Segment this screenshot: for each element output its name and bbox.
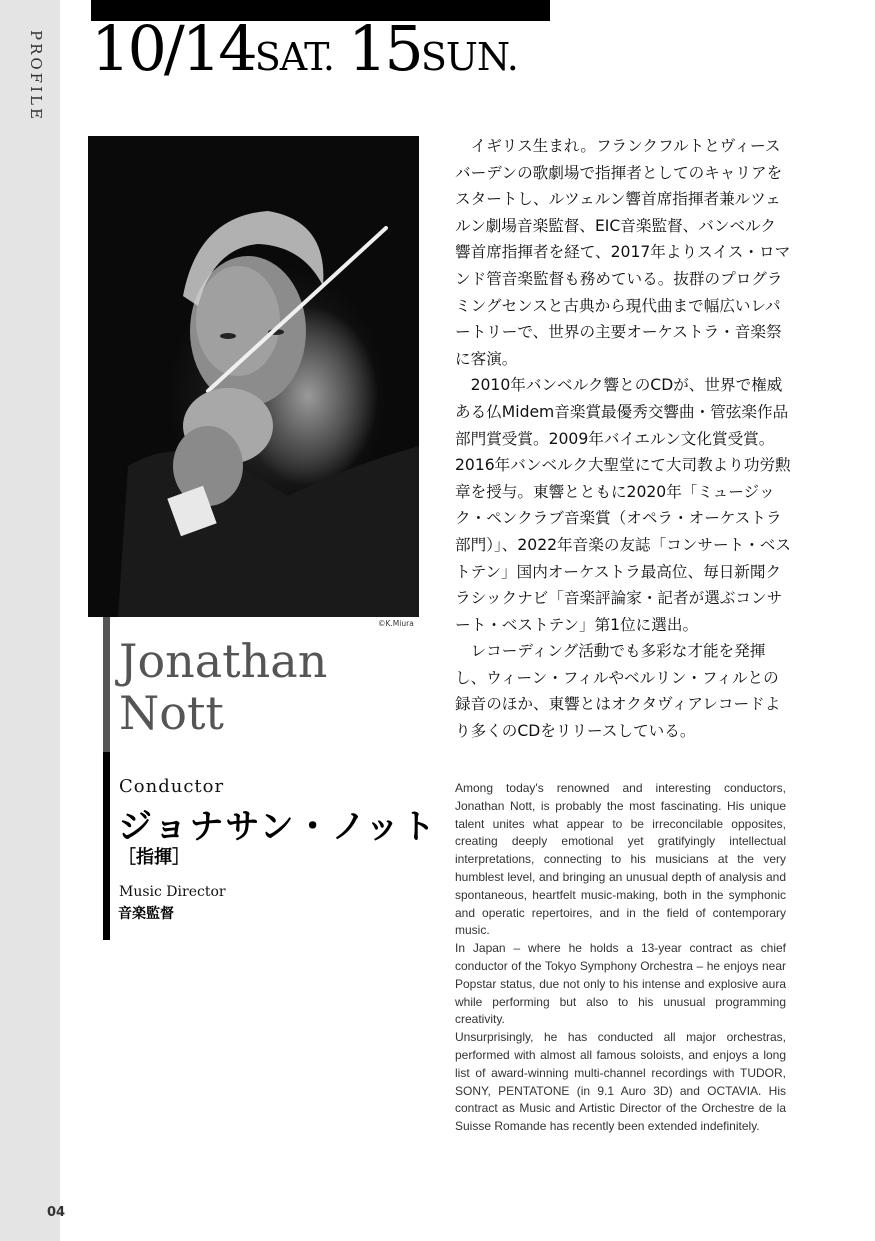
bio-ja-paragraph: 2010年バンベルク響とのCDが、世界で権威ある仏Midem音楽賞最優秀交響曲・管弦楽作品部門賞受賞。2009年バイエルン文化賞受賞。2016年バンベルク大聖堂にて大司教より功労勲章を授与。東響とともに2020年「ミュージック・ペンクラブ音楽賞（オペラ・オーケストラ部門）」、2022年音楽の友誌「コンサート・ベストテン」国内オーケストラ最高位、毎日新聞クラシックナビ「音楽評論家・記者が選ぶコンサート・ベストテン」第1位に選出。 [455, 376, 791, 634]
conductor-name-japanese: ジョナサン・ノット [118, 807, 438, 847]
accent-line-black [103, 752, 110, 940]
biography-english [455, 780, 786, 1136]
bio-ja-paragraph: レコーディング活動でも多彩な才能を発揮し、ウィーン・フィルやベルリン・フィルとの録音のほか、東響とはオクタヴィアレコードより多くのCDをリリースしている。 [455, 642, 781, 741]
bio-en-paragraph: Among today's renowned and interesting conductors, Jonathan Nott, is probably the most fascinating. His unique talent unites what appear to be irreconcilable opposites, creating deeply emotional yet gratifyingly intellectual interpretations, connecting to his musicians at the very humblest level, and bringing an unusual depth of analysis and spontaneous, heartfelt music-making, both in the symphonic and operatic repertoires, and in the field of contemporary music. [455, 781, 786, 938]
date-first: 10/14 [91, 12, 255, 85]
bio-ja-paragraph: イギリス生まれ。フランクフルトとヴィースバーデンの歌劇場で指揮者としてのキャリアをスタートし、ルツェルン響首席指揮者兼ルツェルン劇場音楽監督、EIC音楽監督、バンベルク響首席指揮者を経て、2017年よりスイス・ロマンド管音楽監督も務めている。抜群のプログラミングセンスと古典から現代曲まで幅広いレパートリーで、世界の主要オーケストラ・音楽祭に客演。 [455, 137, 791, 368]
page-number: 04 [47, 1205, 66, 1220]
name-first: Jonathan [119, 634, 328, 688]
biography-japanese [455, 133, 791, 745]
name-last: Nott [119, 686, 224, 740]
day-second: SUN. [420, 35, 518, 79]
bio-en-paragraph: Unsurprisingly, he has conducted all major orchestras, performed with almost all famous soloists, and enjoys a long list of award-winning multi-channel recordings with TUDOR, SONY, PENTATONE (in 9.1 Auro 3D) and OCTAVIA. His contract as Music and Artistic Director of the Orchestre de la Suisse Romande has recently been extended indefinitely. [455, 1030, 786, 1134]
position-japanese: 音楽監督 [118, 906, 174, 922]
role-english: Conductor [119, 776, 225, 797]
role-japanese: ［指揮］ [118, 847, 190, 868]
date-second: 15 [347, 12, 421, 85]
day-first: SAT. [254, 35, 334, 79]
conductor-name-english [119, 635, 327, 739]
sidebar [0, 0, 66, 1241]
bio-en-paragraph: In Japan – where he holds a 13-year contract as chief conductor of the Tokyo Symphony Orchestra – he enjoys near Popstar status, due not only to his intense and explosive aura while performing but also to his unusual programming creativity. [455, 941, 786, 1027]
concert-date [91, 12, 518, 85]
photo-credit: ©K.Miura [378, 619, 414, 628]
position-english: Music Director [119, 884, 226, 900]
accent-line-grey [103, 617, 110, 752]
section-label: PROFILE [27, 30, 45, 122]
conductor-portrait [88, 136, 419, 617]
